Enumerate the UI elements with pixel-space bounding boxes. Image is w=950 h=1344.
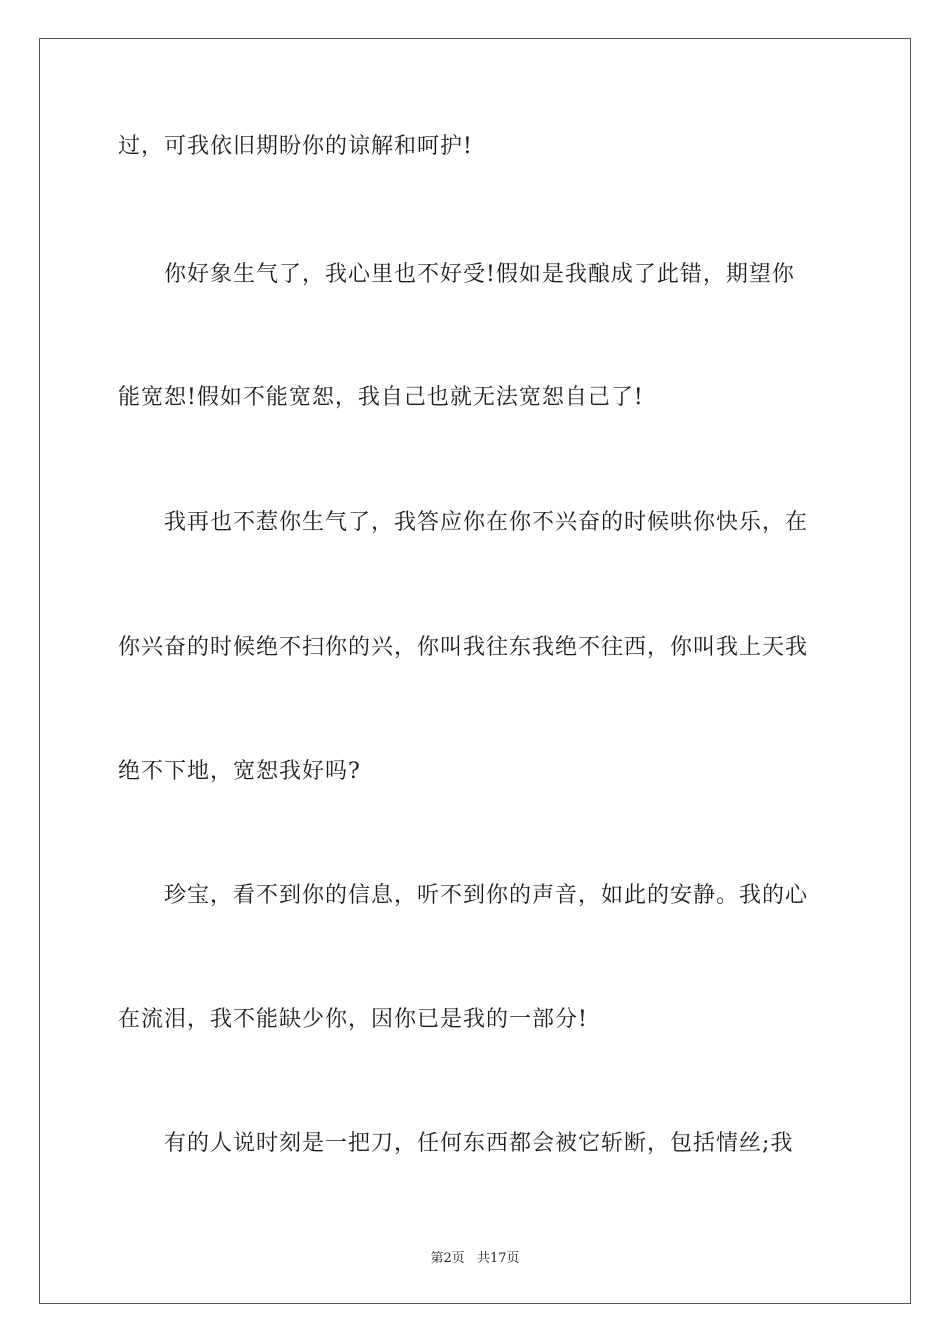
text-line: 在流泪，我不能缺少你，因你已是我的一部分! [118,1007,588,1032]
text-line: 你兴奋的时候绝不扫你的兴，你叫我往东我绝不往西，你叫我上天我 [118,635,809,660]
paragraph-start: 有的人说时刻是一把刀，任何东西都会被它斩断，包括情丝;我 [164,1131,794,1156]
page-frame [39,38,911,1304]
page-total: 共17页 [476,1251,520,1266]
page-footer [0,1247,950,1266]
paragraph-start: 我再也不惹你生气了，我答应你在你不兴奋的时候哄你快乐，在 [164,510,809,535]
text-line: 过，可我依旧期盼你的谅解和呵护! [118,134,473,159]
text-line: 绝不下地，宽恕我好吗? [118,759,361,784]
paragraph-start: 珍宝，看不到你的信息，听不到你的声音，如此的安静。我的心 [164,883,809,908]
page-number: 第2页 [430,1251,465,1266]
paragraph-start: 你好象生气了，我心里也不好受!假如是我酿成了此错，期望你 [164,262,795,287]
text-line: 能宽恕!假如不能宽恕，我自己也就无法宽恕自己了! [118,385,644,410]
